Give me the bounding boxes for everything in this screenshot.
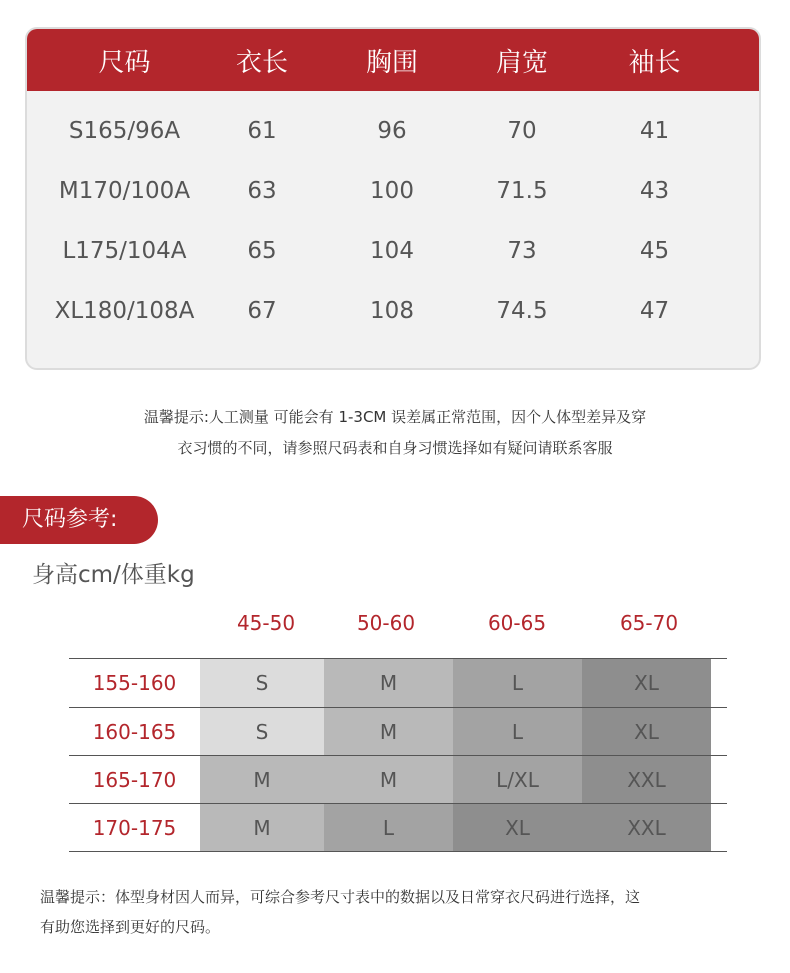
header-size: 尺码 — [98, 47, 151, 78]
grid-spacer — [711, 708, 727, 755]
size-recommendation: M — [200, 756, 324, 803]
table-row — [69, 755, 727, 803]
grid-spacer — [711, 659, 727, 707]
table-row — [69, 803, 727, 851]
size-recommendation: M — [324, 756, 453, 803]
weight-header-row — [0, 611, 790, 639]
header-shoulder: 肩宽 — [495, 47, 548, 78]
measurement-tip-line2: 衣习惯的不同，请参照尺码表和自身习惯选择如有疑问请联系客服 — [177, 439, 613, 457]
size-chart-header — [27, 29, 759, 91]
table-row — [69, 659, 727, 707]
size-cell: XL180/108A — [54, 298, 195, 324]
size-cell: S165/96A — [68, 118, 181, 144]
size-advice-line1: 温馨提示：体型身材因人而异，可综合参考尺寸表中的数据以及日常穿衣尺码进行选择，这 — [40, 888, 641, 906]
chest-cell: 104 — [370, 238, 414, 264]
header-length: 衣长 — [235, 47, 288, 78]
size-recommendation: XXL — [582, 804, 711, 851]
size-advice-tip — [40, 882, 765, 942]
table-row — [27, 281, 759, 341]
size-recommendation: L — [324, 804, 453, 851]
size-recommendation: L — [453, 708, 582, 755]
table-row — [27, 101, 759, 161]
size-recommendation: S — [200, 708, 324, 755]
size-chart-card — [25, 27, 761, 370]
chest-cell: 100 — [370, 178, 414, 204]
size-recommendation: XL — [582, 659, 711, 707]
size-reference-grid — [69, 658, 727, 852]
size-recommendation: M — [324, 708, 453, 755]
height-range-label: 165-170 — [92, 768, 177, 792]
sleeve-cell: 45 — [639, 238, 670, 264]
header-chest: 胸围 — [365, 47, 418, 78]
height-range-label: 155-160 — [92, 671, 177, 695]
weight-range-label: 60-65 — [487, 611, 547, 635]
size-cell: L175/104A — [62, 238, 187, 264]
size-recommendation: S — [200, 659, 324, 707]
size-recommendation: XL — [453, 804, 582, 851]
grid-spacer — [711, 756, 727, 803]
size-chart-body — [27, 91, 759, 341]
table-row — [69, 707, 727, 755]
weight-range-label: 45-50 — [236, 611, 296, 635]
size-recommendation: XXL — [582, 756, 711, 803]
shoulder-cell: 70 — [507, 118, 537, 144]
sleeve-cell: 47 — [639, 298, 670, 324]
grid-spacer — [711, 804, 727, 851]
chest-cell: 108 — [370, 298, 414, 324]
shoulder-cell: 74.5 — [496, 298, 548, 324]
size-reference-tag: 尺码参考: — [0, 496, 158, 544]
height-range-label: 170-175 — [92, 816, 177, 840]
size-recommendation: M — [200, 804, 324, 851]
weight-range-label: 50-60 — [356, 611, 416, 635]
shoulder-cell: 71.5 — [496, 178, 548, 204]
measurement-tip — [0, 402, 790, 464]
size-cell: M170/100A — [58, 178, 191, 204]
size-recommendation: L — [453, 659, 582, 707]
length-cell: 61 — [247, 118, 277, 144]
size-advice-line2: 有助您选择到更好的尺码。 — [40, 918, 221, 936]
measurement-tip-line1: 温馨提示:人工测量 可能会有 1-3CM 误差属正常范围，因个人体型差异及穿 — [143, 408, 647, 426]
sleeve-cell: 43 — [639, 178, 670, 204]
size-recommendation: M — [324, 659, 453, 707]
sleeve-cell: 41 — [639, 118, 670, 144]
unit-label: 身高cm/体重kg — [32, 562, 195, 588]
size-recommendation: L/XL — [453, 756, 582, 803]
size-recommendation: XL — [582, 708, 711, 755]
shoulder-cell: 73 — [507, 238, 537, 264]
length-cell: 67 — [247, 298, 277, 324]
weight-range-label: 65-70 — [619, 611, 679, 635]
table-row — [27, 161, 759, 221]
height-range-label: 160-165 — [92, 720, 177, 744]
chest-cell: 96 — [377, 118, 407, 144]
table-row — [27, 221, 759, 281]
header-sleeve: 袖长 — [628, 47, 681, 78]
length-cell: 65 — [247, 238, 277, 264]
length-cell: 63 — [247, 178, 277, 204]
